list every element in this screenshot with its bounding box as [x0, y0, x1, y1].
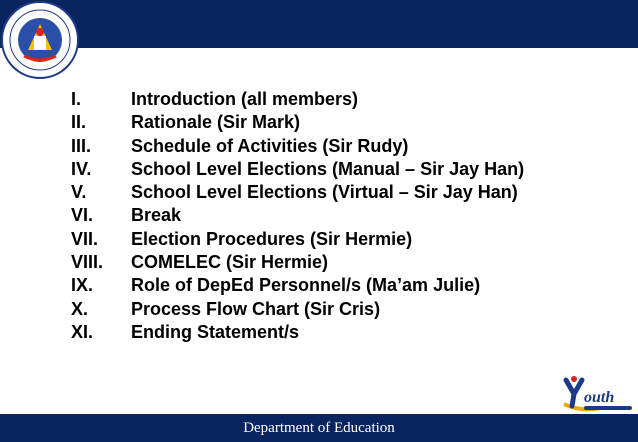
agenda-number: III. [71, 135, 92, 156]
agenda-number: V. [71, 182, 87, 203]
agenda-text: Break [131, 205, 182, 226]
agenda-number: VIII. [71, 252, 104, 273]
agenda-item [71, 204, 524, 227]
agenda-text: School Level Elections (Virtual – Sir Jay Han) [131, 182, 518, 203]
agenda-item [71, 88, 524, 111]
header-bar [0, 0, 638, 48]
footer-bar [0, 414, 638, 442]
youth-logo-icon [560, 374, 636, 414]
agenda-number: VI. [71, 205, 94, 226]
svg-text:outh: outh [584, 389, 615, 406]
agenda-number: XI. [71, 321, 94, 342]
agenda-text: Introduction (all members) [131, 89, 359, 109]
agenda-text: Ending Statement/s [131, 321, 300, 342]
agenda-number: IX. [71, 275, 94, 296]
agenda-text: Role of DepEd Personnel/s (Ma’am Julie) [131, 275, 481, 296]
agenda-item [71, 111, 524, 134]
agenda-text: Election Procedures (Sir Hermie) [131, 228, 413, 249]
agenda-item [71, 135, 524, 158]
agenda-item [71, 274, 524, 297]
agenda-number: IV. [71, 158, 92, 179]
agenda-number: II. [71, 112, 87, 133]
agenda-item [71, 158, 524, 181]
agenda-text: Rationale (Sir Mark) [131, 112, 301, 133]
agenda-list [71, 88, 524, 344]
agenda-number: I. [71, 89, 82, 109]
agenda-number: VII. [71, 228, 99, 249]
deped-seal-icon [0, 0, 80, 80]
agenda-item [71, 228, 524, 251]
agenda-text: Process Flow Chart (Sir Cris) [131, 298, 381, 319]
agenda-item [71, 181, 524, 204]
agenda-item [71, 251, 524, 274]
agenda-text: COMELEC (Sir Hermie) [131, 252, 329, 273]
agenda-item [71, 298, 524, 321]
agenda-text: School Level Elections (Manual – Sir Jay Han) [131, 158, 525, 179]
agenda-number: X. [71, 298, 89, 319]
agenda-text: Schedule of Activities (Sir Rudy) [131, 135, 409, 156]
footer-label: Department of Education [243, 420, 395, 436]
agenda-item [71, 321, 524, 344]
